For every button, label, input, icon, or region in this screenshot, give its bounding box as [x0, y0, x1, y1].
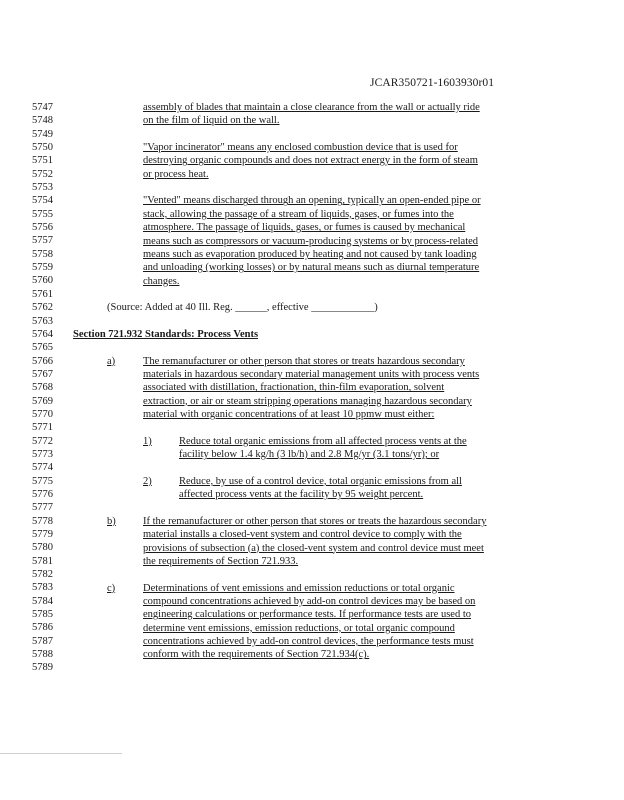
- line-number: 5751: [32, 155, 53, 167]
- source-note: (Source: Added at 40 Ill. Reg. ______, effective ____________): [107, 302, 378, 314]
- definition-text-line: assembly of blades that maintain a close clearance from the wall or actually ride: [143, 102, 480, 113]
- line-number-column: [32, 101, 72, 675]
- line-number: 5774: [32, 462, 53, 474]
- line-number: 5760: [32, 275, 53, 287]
- line-number: 5781: [32, 555, 53, 567]
- line-number: 5783: [32, 582, 53, 594]
- line-number: 5757: [32, 235, 53, 247]
- subsection-text-line: compound concentrations achieved by add-on control devices may be based on: [143, 595, 476, 607]
- line-number: 5772: [32, 435, 53, 447]
- line-number: 5749: [32, 128, 53, 140]
- item-text-line: facility below 1.4 kg/h (3 lb/h) and 2.8 Mg/yr (3.1 tons/yr); or: [179, 449, 440, 461]
- line-number: 5766: [32, 355, 53, 367]
- definition-text-line: stack, allowing the passage of a stream of liquids, gases, or fumes into the: [143, 208, 454, 220]
- subsection-b-text: If the remanufacturer or other person that stores or treats the hazardous secondary: [143, 515, 487, 527]
- item-1-text: Reduce total organic emissions from all affected process vents at the: [179, 435, 467, 447]
- line-number: 5754: [32, 195, 53, 207]
- line-number: 5764: [32, 328, 53, 340]
- line-number: 5771: [32, 422, 53, 434]
- line-number: 5778: [32, 515, 53, 527]
- subsection-b-label: b): [107, 515, 116, 527]
- definition-text-line: or process heat.: [143, 168, 209, 180]
- line-number: 5767: [32, 368, 53, 380]
- line-number: 5779: [32, 529, 53, 540]
- line-number: 5761: [32, 288, 53, 300]
- line-number: 5780: [32, 542, 53, 554]
- line-number: 5770: [32, 408, 53, 420]
- definition-text-line: destroying organic compounds and does not extract energy in the form of steam: [143, 155, 478, 167]
- line-number: 5788: [32, 649, 53, 661]
- definition-text-line: changes.: [143, 275, 180, 287]
- line-number: 5763: [32, 315, 53, 327]
- line-number: 5785: [32, 609, 53, 621]
- line-number: 5784: [32, 595, 53, 607]
- subsection-a-text: The remanufacturer or other person that stores or treats hazardous secondary: [143, 355, 465, 367]
- definition-text-line: means such as evaporation produced by heating and not caused by tank loading: [143, 248, 477, 260]
- definition-vented: "Vented" means discharged through an opening, typically an open-ended pipe or: [143, 195, 481, 207]
- item-text-line: affected process vents at the facility by 95 weight percent.: [179, 489, 424, 501]
- line-number: 5773: [32, 448, 53, 460]
- line-number: 5756: [32, 222, 53, 234]
- definition-text-line: atmosphere. The passage of liquids, gases, or fumes is caused by mechanical: [143, 222, 466, 234]
- subsection-text-line: engineering calculations or performance tests. If performance tests are used to: [143, 609, 471, 621]
- subsection-c-label: c): [107, 582, 116, 594]
- subsection-text-line: conform with the requirements of Section 721.934(c).: [143, 649, 370, 661]
- subsection-text-line: determine vent emissions, emission reductions, or total organic compound: [143, 622, 455, 634]
- line-number: 5758: [32, 248, 53, 260]
- line-number: 5753: [32, 182, 53, 194]
- line-number: 5750: [32, 142, 53, 154]
- item-2-label: 2): [143, 475, 152, 487]
- item-1-label: 1): [143, 435, 152, 447]
- document-id-header: JCAR350721-1603930r01: [370, 77, 495, 89]
- subsection-text-line: material installs a closed-vent system and control device to comply with the: [143, 529, 462, 541]
- line-number: 5755: [32, 208, 53, 220]
- definition-text-line: on the film of liquid on the wall.: [143, 115, 280, 127]
- footer-rule: [0, 753, 122, 754]
- line-number: 5752: [32, 168, 53, 180]
- subsection-text-line: associated with distillation, fractionation, thin-film evaporation, solvent: [143, 382, 445, 394]
- subsection-text-line: the requirements of Section 721.933.: [143, 555, 299, 567]
- line-number: 5787: [32, 635, 53, 647]
- section-heading: Section 721.932 Standards: Process Vents: [73, 328, 259, 340]
- subsection-a-label: a): [107, 355, 116, 367]
- subsection-text-line: concentrations achieved by add-on control devices, the performance tests must: [143, 636, 474, 647]
- line-number: 5765: [32, 342, 53, 354]
- item-2-text: Reduce, by use of a control device, total organic emissions from all: [179, 475, 462, 487]
- subsection-text-line: material with organic concentrations of at least 10 ppmw must either:: [143, 409, 435, 421]
- line-number: 5789: [32, 662, 53, 674]
- line-number: 5759: [32, 262, 53, 274]
- line-number: 5769: [32, 395, 53, 407]
- line-number: 5777: [32, 502, 53, 514]
- line-number: 5776: [32, 488, 53, 500]
- definition-vapor-incinerator: "Vapor incinerator" means any enclosed combustion device that is used for: [143, 142, 458, 154]
- line-number: 5782: [32, 569, 53, 581]
- subsection-c-text: Determinations of vent emissions and emission reductions or total organic: [143, 582, 455, 594]
- subsection-text-line: provisions of subsection (a) the closed-vent system and control device must meet: [143, 542, 484, 554]
- line-number: 5775: [32, 475, 53, 487]
- definition-text-line: and unloading (working losses) or by natural means such as diurnal temperature: [143, 262, 480, 274]
- line-number: 5747: [32, 102, 53, 113]
- line-number: 5768: [32, 382, 53, 394]
- subsection-text-line: materials in hazardous secondary material management units with process vents: [143, 369, 480, 380]
- line-number: 5762: [32, 302, 53, 314]
- definition-text-line: means such as compressors or vacuum-producing systems or by process-related: [143, 235, 479, 247]
- line-number: 5786: [32, 622, 53, 634]
- line-number: 5748: [32, 115, 53, 127]
- subsection-text-line: extraction, or air or steam stripping operations managing hazardous secondary: [143, 395, 472, 407]
